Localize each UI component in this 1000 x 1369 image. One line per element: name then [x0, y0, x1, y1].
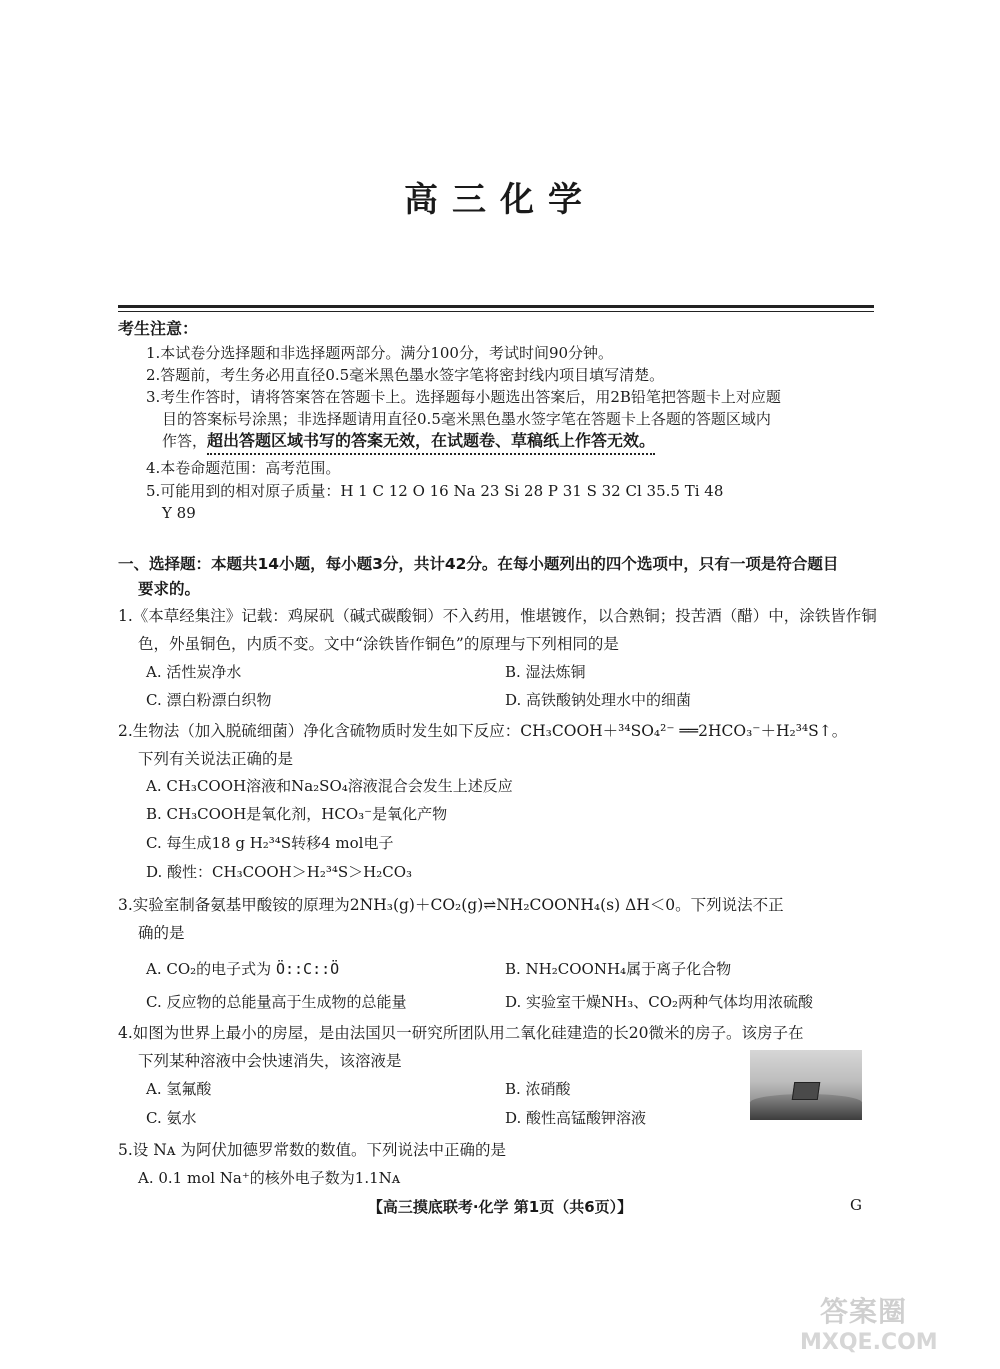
q3-option-d: D. 实验室干燥NH₃、CO₂两种气体均用浓硫酸: [505, 993, 814, 1011]
q4-stem-line1: 4.如图为世界上最小的房屋，是由法国贝一研究所团队用二氧化硅建造的长20微米的房子。该房子在: [118, 1024, 804, 1042]
note-1: 1.本试卷分选择题和非选择题两部分。满分100分，考试时间90分钟。: [146, 344, 614, 362]
q3-stem-line2: 确的是: [138, 924, 185, 942]
q4-option-c: C. 氨水: [146, 1109, 197, 1127]
q1-option-d: D. 高铁酸钠处理水中的细菌: [505, 691, 692, 709]
q4-option-b: B. 浓硝酸: [505, 1080, 571, 1098]
q1-stem-line2: 色，外虽铜色，内质不变。文中“涂铁皆作铜色”的原理与下列相同的是: [138, 635, 619, 653]
q1-stem-line1: 1.《本草经集注》记载：鸡屎矾（碱式碳酸铜）不入药用，惟堪镀作，以合熟铜；投苦酒（醋）中，涂铁皆作铜: [118, 607, 877, 625]
title-rule-thin: [118, 311, 874, 312]
note-3-line1: 3.考生作答时，请将答案答在答题卡上。选择题每小题选出答案后，用2B铅笔把答题卡上对应题: [146, 388, 781, 406]
notes-heading: 考生注意：: [118, 319, 199, 338]
note-3-line2: 目的答案标号涂黑；非选择题请用直径0.5毫米黑色墨水签字笔在答题卡上各题的答题区域内: [162, 410, 771, 428]
exam-title: 高三化学: [404, 180, 596, 220]
note-3-line3: [162, 431, 655, 451]
q2-stem-line1: 2.生物法（加入脱硫细菌）净化含硫物质时发生如下反应：CH₃COOH＋³⁴SO₄²⁻ ══2HCO₃⁻＋H₂³⁴S↑。: [118, 722, 848, 740]
photo-house: [792, 1082, 821, 1100]
section-heading-line1: 一、选择题：本题共14小题，每小题3分，共计42分。在每小题列出的四个选项中，只有一项是符合题目: [118, 555, 839, 573]
smallest-house-photo: [750, 1050, 862, 1120]
page-footer: 【高三摸底联考·化学 第1页（共6页）】: [367, 1198, 633, 1216]
q1-option-a: A. 活性炭净水: [146, 663, 242, 681]
co2-lewis-formula: Ö::C::Ö: [275, 960, 340, 978]
q2-option-a: A. CH₃COOH溶液和Na₂SO₄溶液混合会发生上述反应: [146, 777, 513, 795]
watermark-logo: 答案圈: [820, 1295, 908, 1328]
q2-option-b: B. CH₃COOH是氧化剂，HCO₃⁻是氧化产物: [146, 805, 448, 823]
section-heading-line2: 要求的。: [138, 580, 201, 598]
title-rule-thick: [118, 305, 874, 308]
q3-option-a-label: A. CO₂的电子式为: [146, 960, 272, 978]
q5-stem-line1: 5.设 Nᴀ 为阿伏加德罗常数的数值。下列说法中正确的是: [118, 1141, 506, 1159]
note-2: 2.答题前，考生务必用直径0.5毫米黑色墨水签字笔将密封线内项目填写清楚。: [146, 366, 665, 384]
page-code: G: [850, 1196, 862, 1214]
note-3-prefix: 作答，: [162, 432, 208, 450]
watermark-url: MXQE.COM: [800, 1330, 938, 1355]
q5-option-a: A. 0.1 mol Na⁺的核外电子数为1.1Nᴀ: [138, 1169, 401, 1187]
q2-option-c: C. 每生成18 g H₂³⁴S转移4 mol电子: [146, 834, 394, 852]
q4-option-a: A. 氢氟酸: [146, 1080, 212, 1098]
q1-option-c: C. 漂白粉漂白织物: [146, 691, 272, 709]
q4-stem-line2: 下列某种溶液中会快速消失，该溶液是: [138, 1052, 402, 1070]
q3-option-a: [146, 958, 339, 979]
note-3-emphasis: 超出答题区域书写的答案无效，在试题卷、草稿纸上作答无效。: [207, 431, 655, 455]
q2-stem-line2: 下列有关说法正确的是: [138, 750, 294, 768]
q3-option-b: B. NH₂COONH₄属于离子化合物: [505, 960, 732, 978]
q2-option-d: D. 酸性：CH₃COOH＞H₂³⁴S＞H₂CO₃: [146, 863, 413, 881]
q4-option-d: D. 酸性高锰酸钾溶液: [505, 1109, 647, 1127]
note-5-line1: 5.可能用到的相对原子质量：H 1 C 12 O 16 Na 23 Si 28 P 31 S 32 Cl 35.5 Ti 48: [146, 482, 724, 500]
q1-option-b: B. 湿法炼铜: [505, 663, 586, 681]
note-4: 4.本卷命题范围：高考范围。: [146, 459, 341, 477]
q3-stem-line1: 3.实验室制备氨基甲酸铵的原理为2NH₃(g)＋CO₂(g)⇌NH₂COONH₄(s) ΔH＜0。下列说法不正: [118, 896, 784, 914]
q3-option-c: C. 反应物的总能量高于生成物的总能量: [146, 993, 407, 1011]
note-5-line2: Y 89: [162, 504, 196, 522]
